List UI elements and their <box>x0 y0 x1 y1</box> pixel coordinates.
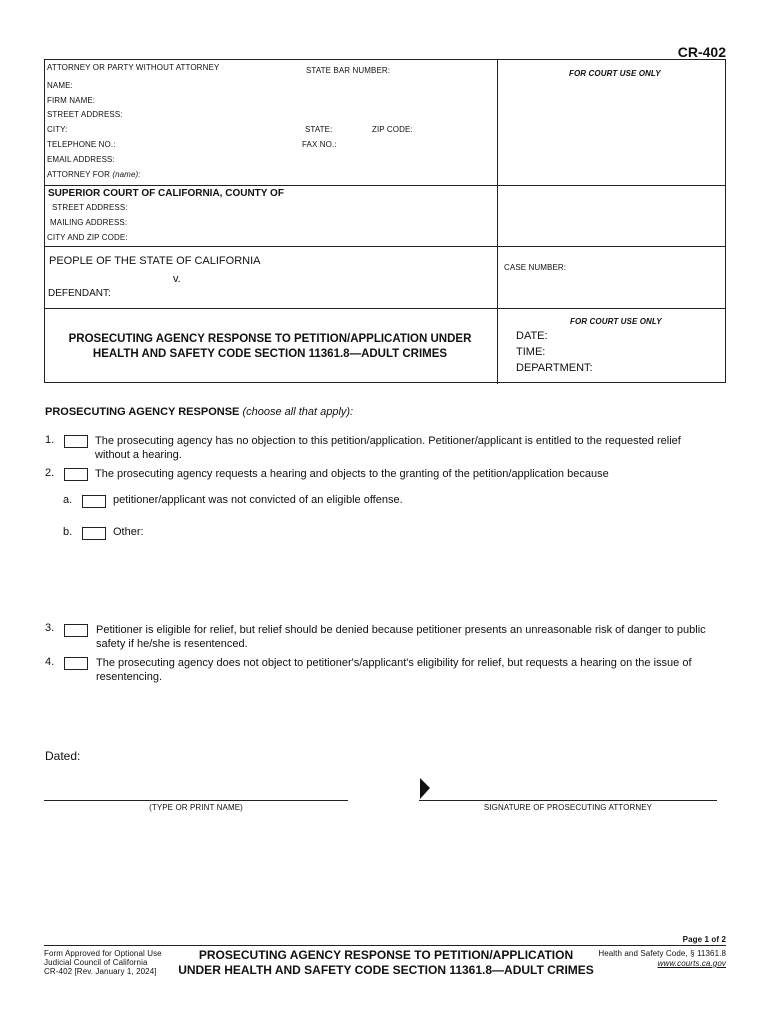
state-bar-label: STATE BAR NUMBER: <box>306 66 391 75</box>
item1-text <box>95 434 681 462</box>
item2b-checkbox[interactable] <box>82 527 106 540</box>
firm-label: FIRM NAME: <box>47 96 96 105</box>
item4-text <box>96 656 692 684</box>
footer-right <box>598 949 726 969</box>
city-label: CITY: <box>47 125 68 134</box>
document-title <box>46 332 494 362</box>
attorney-for-name: (name): <box>112 170 141 179</box>
item2-checkbox[interactable] <box>64 468 88 481</box>
item3-text <box>96 623 706 651</box>
footer-left-line1: Form Approved for Optional Use <box>44 949 162 958</box>
name-label: NAME: <box>47 81 73 90</box>
time-label: TIME: <box>516 346 546 358</box>
court-use-label: FOR COURT USE ONLY <box>569 69 661 78</box>
department-label: DEPARTMENT: <box>516 362 593 374</box>
attorney-box <box>44 59 726 186</box>
page-number: Page 1 of 2 <box>682 935 726 944</box>
print-name-line[interactable] <box>44 800 348 801</box>
email-label: EMAIL ADDRESS: <box>47 155 115 164</box>
form-number: CR-402 <box>677 44 726 60</box>
court-street-label: STREET ADDRESS: <box>52 203 128 212</box>
case-number-label: CASE NUMBER: <box>504 263 567 272</box>
item3-line2: safety if he/she is resentenced. <box>96 638 248 650</box>
date-label: DATE: <box>516 330 548 342</box>
item2-number: 2. <box>45 467 55 479</box>
attorney-for-label: ATTORNEY FOR <box>47 170 113 179</box>
courts-website-link[interactable]: www.courts.ca.gov <box>657 959 726 968</box>
item1-checkbox[interactable] <box>64 435 88 448</box>
state-label: STATE: <box>305 125 333 134</box>
signature-line[interactable] <box>419 800 717 801</box>
zip-label: ZIP CODE: <box>372 125 413 134</box>
signature-caption: SIGNATURE OF PROSECUTING ATTORNEY <box>483 803 653 812</box>
item2-text: The prosecuting agency requests a hearing and objects to the granting of the petition/application because <box>95 468 609 480</box>
response-heading <box>45 406 353 418</box>
item2a-text: petitioner/applicant was not convicted of an eligible offense. <box>113 494 403 506</box>
item3-checkbox[interactable] <box>64 624 88 637</box>
footer-title-line2: UNDER HEALTH AND SAFETY CODE SECTION 11361.8—ADULT CRIMES <box>178 963 594 977</box>
response-heading-note: (choose all that apply): <box>242 406 354 418</box>
street-label: STREET ADDRESS: <box>47 110 123 119</box>
item1-number: 1. <box>45 434 55 446</box>
versus: v. <box>173 273 181 285</box>
court-city-zip-label: CITY AND ZIP CODE: <box>47 233 128 242</box>
court-mailing-label: MAILING ADDRESS: <box>50 218 128 227</box>
footer-left <box>44 949 162 976</box>
code-reference: Health and Safety Code, § 11361.8 <box>598 949 726 958</box>
item2a-checkbox[interactable] <box>82 495 106 508</box>
attorney-label: ATTORNEY OR PARTY WITHOUT ATTORNEY <box>47 63 220 72</box>
telephone-label: TELEPHONE NO.: <box>47 140 116 149</box>
court-title: SUPERIOR COURT OF CALIFORNIA, COUNTY OF <box>48 188 284 199</box>
item2b-text: Other: <box>113 526 144 538</box>
signature-arrow-icon <box>419 778 431 800</box>
footer-left-line3: CR-402 [Rev. January 1, 2024] <box>44 967 157 976</box>
document-title-line2: HEALTH AND SAFETY CODE SECTION 11361.8—ADULT CRIMES <box>92 348 448 360</box>
plaintiff-name: PEOPLE OF THE STATE OF CALIFORNIA <box>49 255 261 267</box>
item2a-letter: a. <box>63 494 73 506</box>
defendant-label: DEFENDANT: <box>48 288 111 299</box>
dated-label: Dated: <box>45 749 81 763</box>
footer-rule <box>44 945 726 946</box>
item4-number: 4. <box>45 656 55 668</box>
response-heading-text: PROSECUTING AGENCY RESPONSE <box>45 406 243 418</box>
hearing-court-use-label: FOR COURT USE ONLY <box>570 317 662 326</box>
item3-number: 3. <box>45 622 55 634</box>
item4-checkbox[interactable] <box>64 657 88 670</box>
footer-left-line2: Judicial Council of California <box>44 958 148 967</box>
document-title-line1: PROSECUTING AGENCY RESPONSE TO PETITION/APPLICATION UNDER <box>68 333 472 345</box>
item1-line1: The prosecuting agency has no objection to this petition/application. Petitioner/applicant is entitled to the requested relief <box>95 435 681 447</box>
attorney-for-row <box>47 170 141 179</box>
print-name-caption: (TYPE OR PRINT NAME) <box>149 803 243 812</box>
item4-line1: The prosecuting agency does not object to petitioner's/applicant's eligibility for relief, but requests a hearing on the issue of <box>96 657 692 669</box>
footer-title <box>160 948 612 978</box>
item2b-letter: b. <box>63 526 73 538</box>
item3-line1: Petitioner is eligible for relief, but relief should be denied because petitioner presents an unreasonable risk of danger to public <box>96 624 706 636</box>
fax-label: FAX NO.: <box>302 140 337 149</box>
footer-title-line1: PROSECUTING AGENCY RESPONSE TO PETITION/APPLICATION <box>198 948 574 962</box>
item4-line2: resentencing. <box>96 671 163 683</box>
item1-line2: without a hearing. <box>95 449 182 461</box>
